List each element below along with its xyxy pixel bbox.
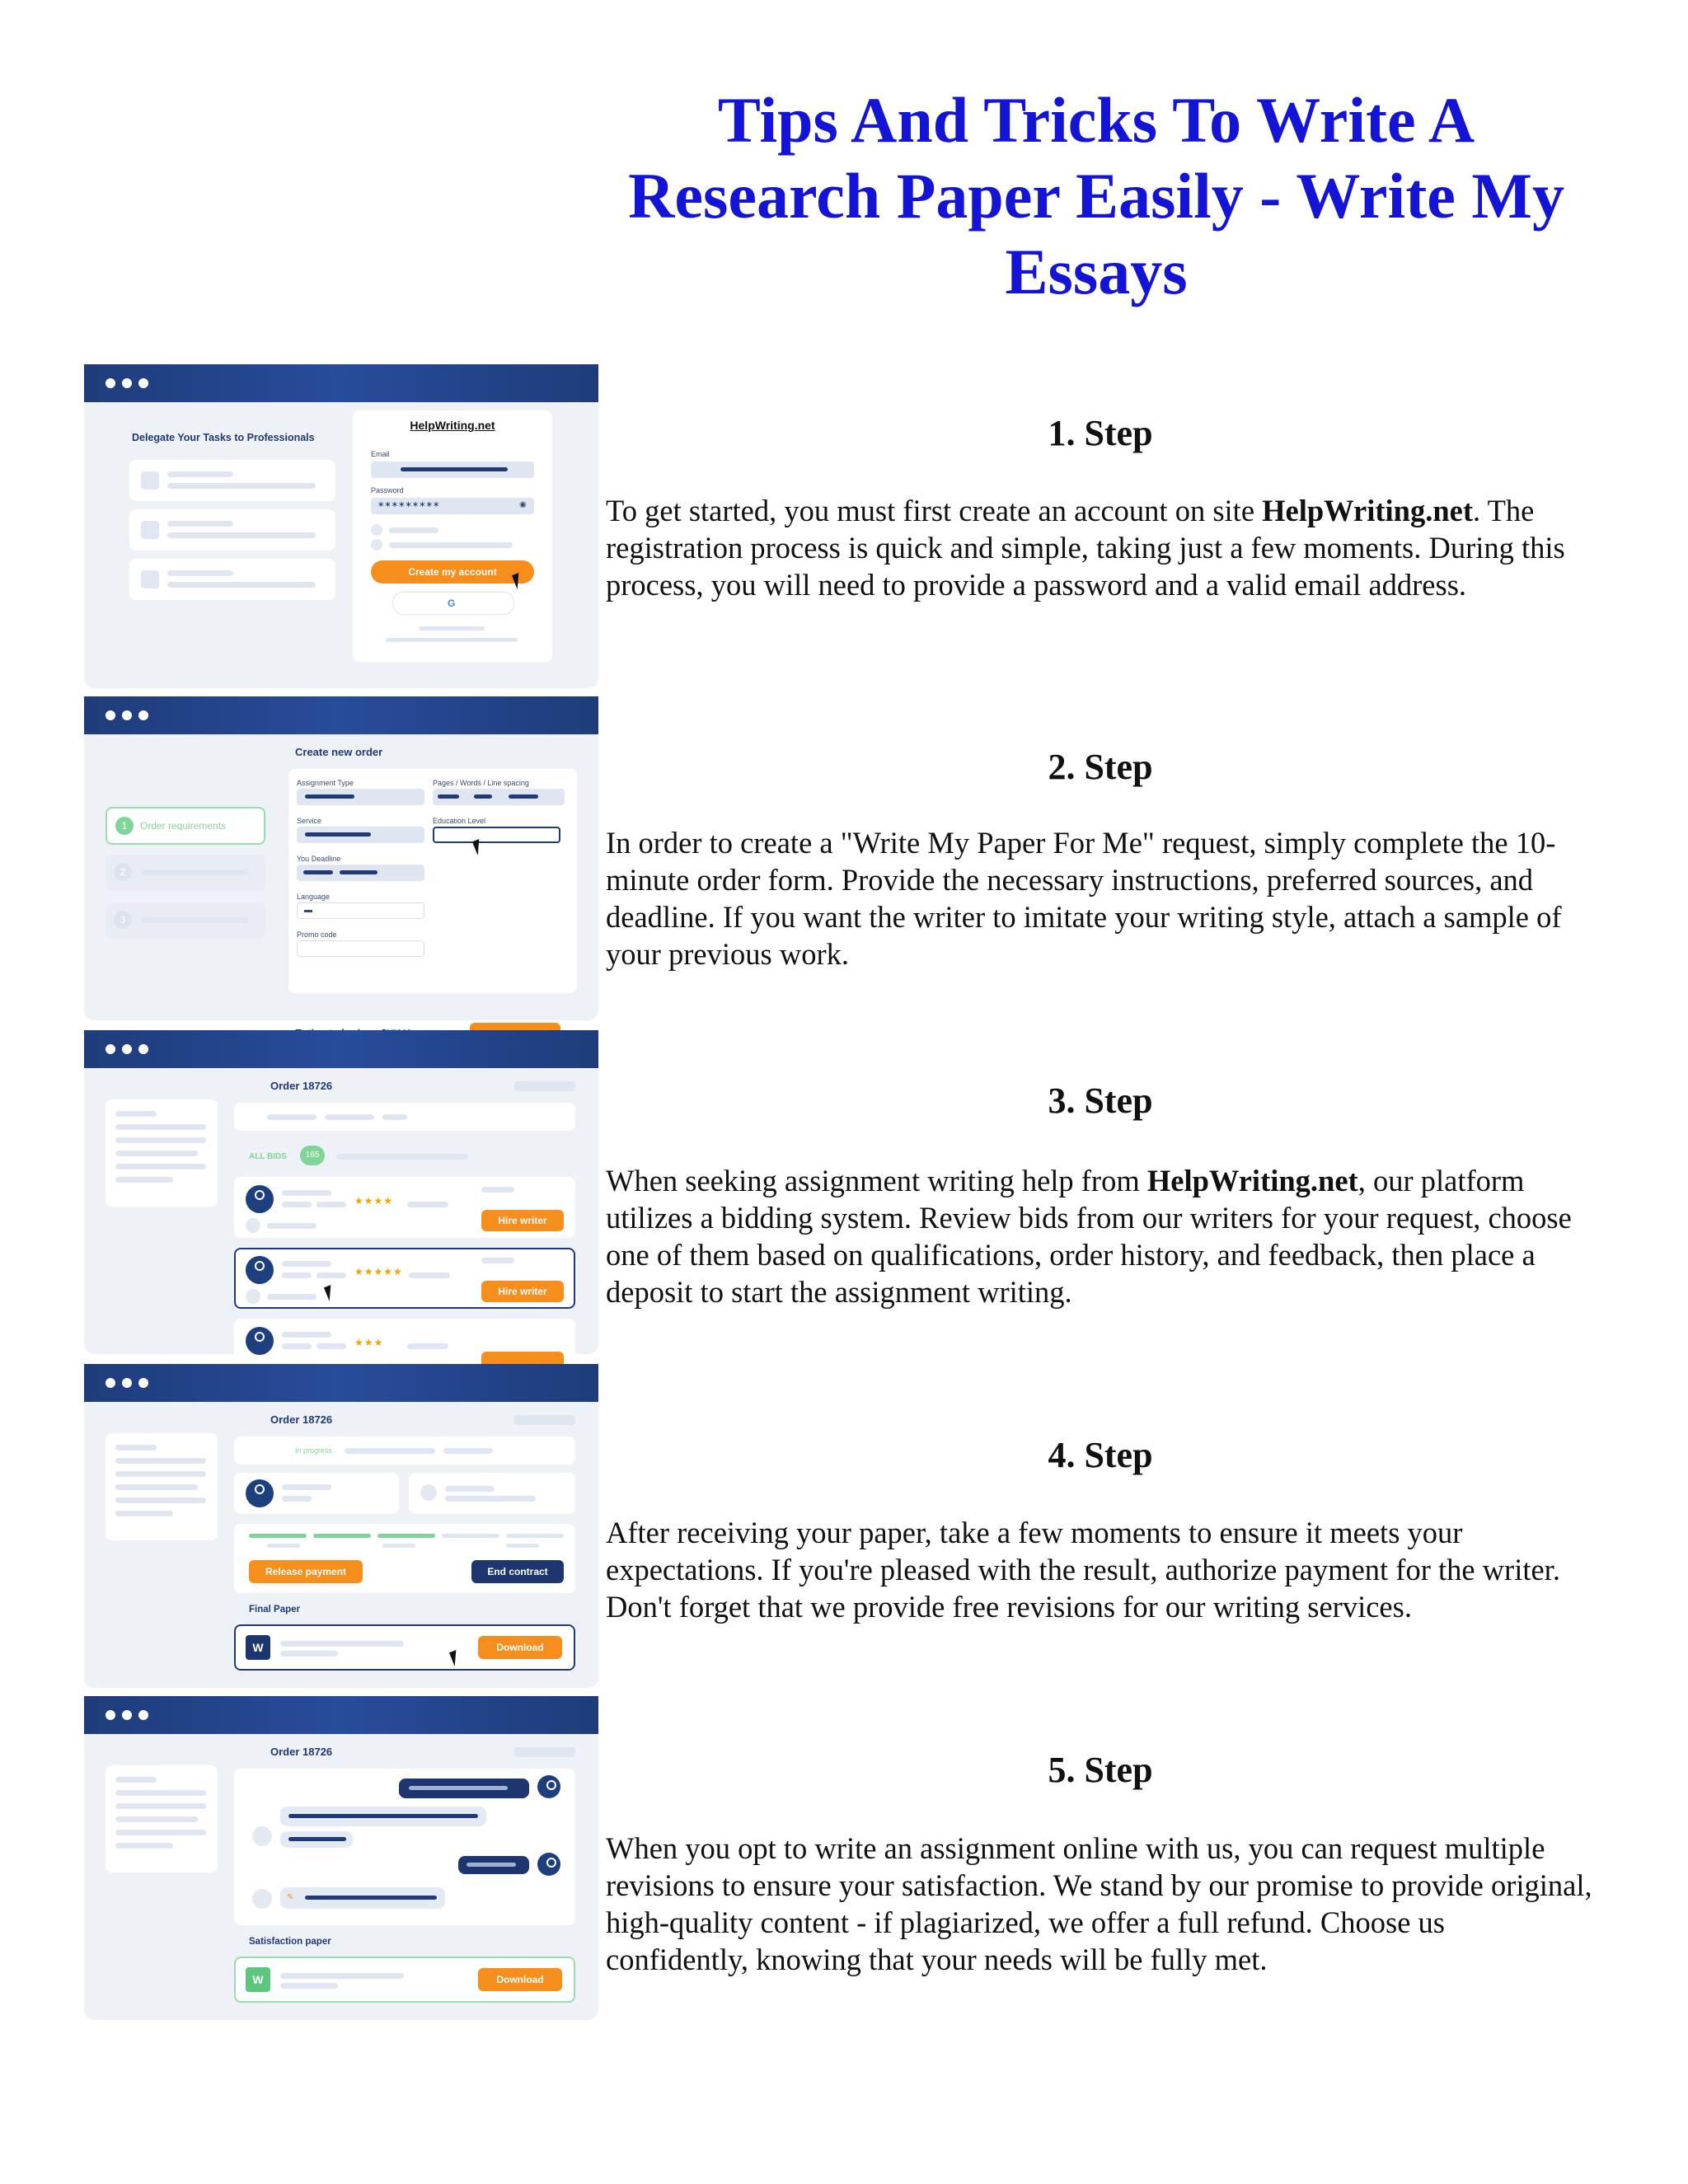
window-titlebar [84,364,598,402]
screenshot-bids [84,1030,598,1354]
cursor-icon [449,1650,462,1666]
email-label: Email [371,450,390,458]
satisfaction-paper-label: Satisfaction paper [249,1937,331,1947]
assignment-type-select[interactable] [297,789,424,805]
order-summary [234,1436,575,1465]
field-label: Service [297,817,322,825]
order-form [288,769,577,993]
writer-avatar [246,1185,274,1213]
step-2-heading: 2. Step [1048,747,1153,787]
step-2-text: In order to create a "Write My Paper For Me" request, simply complete the 10-minute order form. Provide the necessary instructions, preferred sources, and deadline. If you want the writer to imitate your writing style, attach a sample of your previous work. [606,826,1562,971]
step-1-heading: 1. Step [1048,413,1153,453]
writer-avatar [252,1889,272,1909]
attachment-icon: ✎ [287,1893,294,1902]
sidebar-panel [106,1765,218,1872]
screenshot-revisions [84,1696,598,2020]
chat-message-received [280,1807,486,1826]
writer-avatar [252,1826,272,1846]
writer-avatar [246,1256,274,1284]
step-order-requirements[interactable]: 1 Order requirements [106,807,265,845]
create-order-heading: Create new order [295,746,383,758]
field-label: Assignment Type [297,779,354,787]
word-doc-icon: W [246,1635,270,1660]
google-button[interactable] [392,592,514,615]
step-label: Order requirements [140,820,227,832]
field-label: Promo code [297,930,337,939]
step-3-heading: 3. Step [1048,1080,1153,1121]
step-1-text: To get started, you must first create an account on site HelpWriting.net. The registration process is quick and simple, taking just a few moments. During this process, you will need to provide a password and a valid email address. [606,494,1565,602]
promo-code-input[interactable] [297,940,424,957]
order-number: Order 18726 [270,1746,333,1758]
brand-logo-text: HelpWriting.net [410,419,495,432]
all-bids-label: ALL BIDS [249,1152,287,1161]
delegate-heading: Delegate Your Tasks to Professionals [132,432,315,443]
user-avatar [537,1775,560,1798]
satisfaction-paper-file[interactable] [234,1957,575,2003]
doc-icon: W [246,1967,270,1992]
sidebar-panel [106,1433,218,1540]
bid-card [234,1319,575,1368]
page-title: Tips And Tricks To Write A Research Paper Easily - Write My Essays [628,84,1564,307]
task-card [129,559,335,600]
final-paper-label: Final Paper [249,1605,300,1615]
language-select[interactable] [297,902,424,919]
task-card [129,460,335,501]
sidebar-panel [106,1099,218,1207]
field-label: Education Level [433,817,486,825]
status-badge: In progress [295,1446,333,1455]
deadline-field[interactable] [297,865,424,881]
cursor-icon [324,1285,336,1301]
writer-avatar [246,1479,274,1507]
chat-message-sent [458,1856,529,1874]
bid-card-selected [234,1248,575,1309]
chat-attachment[interactable] [280,1887,445,1909]
brand-link-text: HelpWriting.net [1146,1164,1358,1197]
writer-card [234,1473,399,1514]
hire-writer-button[interactable]: Hire writer [481,1210,564,1231]
writer-avatar [246,1327,274,1355]
order-number: Order 18726 [270,1080,333,1092]
step-3-text: When seeking assignment writing help from HelpWriting.net, our platform utilizes a bidding system. Review bids from our writers for your request, choose one of them based on qualifications, order history, and feedback, then place a deposit to start the assignment writing. [606,1164,1572,1309]
eye-icon[interactable]: ◉ [519,500,527,509]
create-account-button[interactable]: Create my account [371,560,534,583]
signup-form [353,410,552,662]
step-3-item[interactable]: 3 [106,902,265,939]
screenshot-registration [84,364,598,688]
bid-card [234,1177,575,1238]
progress-card [234,1524,575,1593]
order-number: Order 18726 [270,1413,333,1426]
step-2-item[interactable]: 2 [106,855,265,891]
service-select[interactable] [297,827,424,843]
rating-stars: ★★★ [354,1337,384,1348]
bids-count-badge: 165 [300,1146,325,1165]
field-label: You Deadline [297,855,341,863]
email-field[interactable] [371,462,534,478]
step-4-text: After receiving your paper, take a few moments to ensure it meets your expectations. If you're pleased with the result, authorize payment for the writer. Don't forget that we provide free revisions for our writing services. [606,1516,1560,1624]
screenshot-order-form [84,696,598,1020]
step-5-heading: 5. Step [1048,1750,1153,1790]
field-label: Pages / Words / Line spacing [433,779,529,787]
step-4-heading: 4. Step [1048,1435,1153,1475]
end-contract-button[interactable]: End contract [471,1560,564,1583]
task-card [129,509,335,551]
final-paper-file[interactable] [234,1624,575,1671]
step-5-text: When you opt to write an assignment online with us, you can request multiple revisions to ensure your satisfaction. We stand by our promise to provide original, high-quality content - if plagiarized, we offer a full refund. Choose us confidently, knowing that your needs will be fully met. [606,1831,1592,1976]
hire-writer-button[interactable]: Hire writer [481,1281,564,1302]
flag-icon: ▬ [304,906,312,915]
password-field[interactable]: ∗∗∗∗∗∗∗∗∗ ◉ [371,498,534,514]
rating-stars: ★★★★ [354,1195,394,1207]
password-label: Password [371,486,404,494]
chat-panel [234,1769,575,1925]
google-icon: G [448,598,456,609]
field-label: Language [297,893,331,901]
user-avatar [537,1853,560,1876]
education-level-select[interactable] [433,827,560,843]
chat-message-sent [399,1779,529,1798]
pages-field[interactable] [433,789,565,805]
screenshot-order-progress [84,1364,598,1688]
rating-stars: ★★★★★ [354,1266,403,1277]
brand-link-text: HelpWriting.net [1262,494,1473,527]
support-card [409,1473,575,1514]
download-button[interactable]: Download [478,1636,562,1659]
download-button[interactable]: Download [478,1968,562,1991]
release-payment-button[interactable]: Release payment [249,1560,363,1583]
chat-message-received [280,1831,353,1848]
order-summary [234,1103,575,1131]
